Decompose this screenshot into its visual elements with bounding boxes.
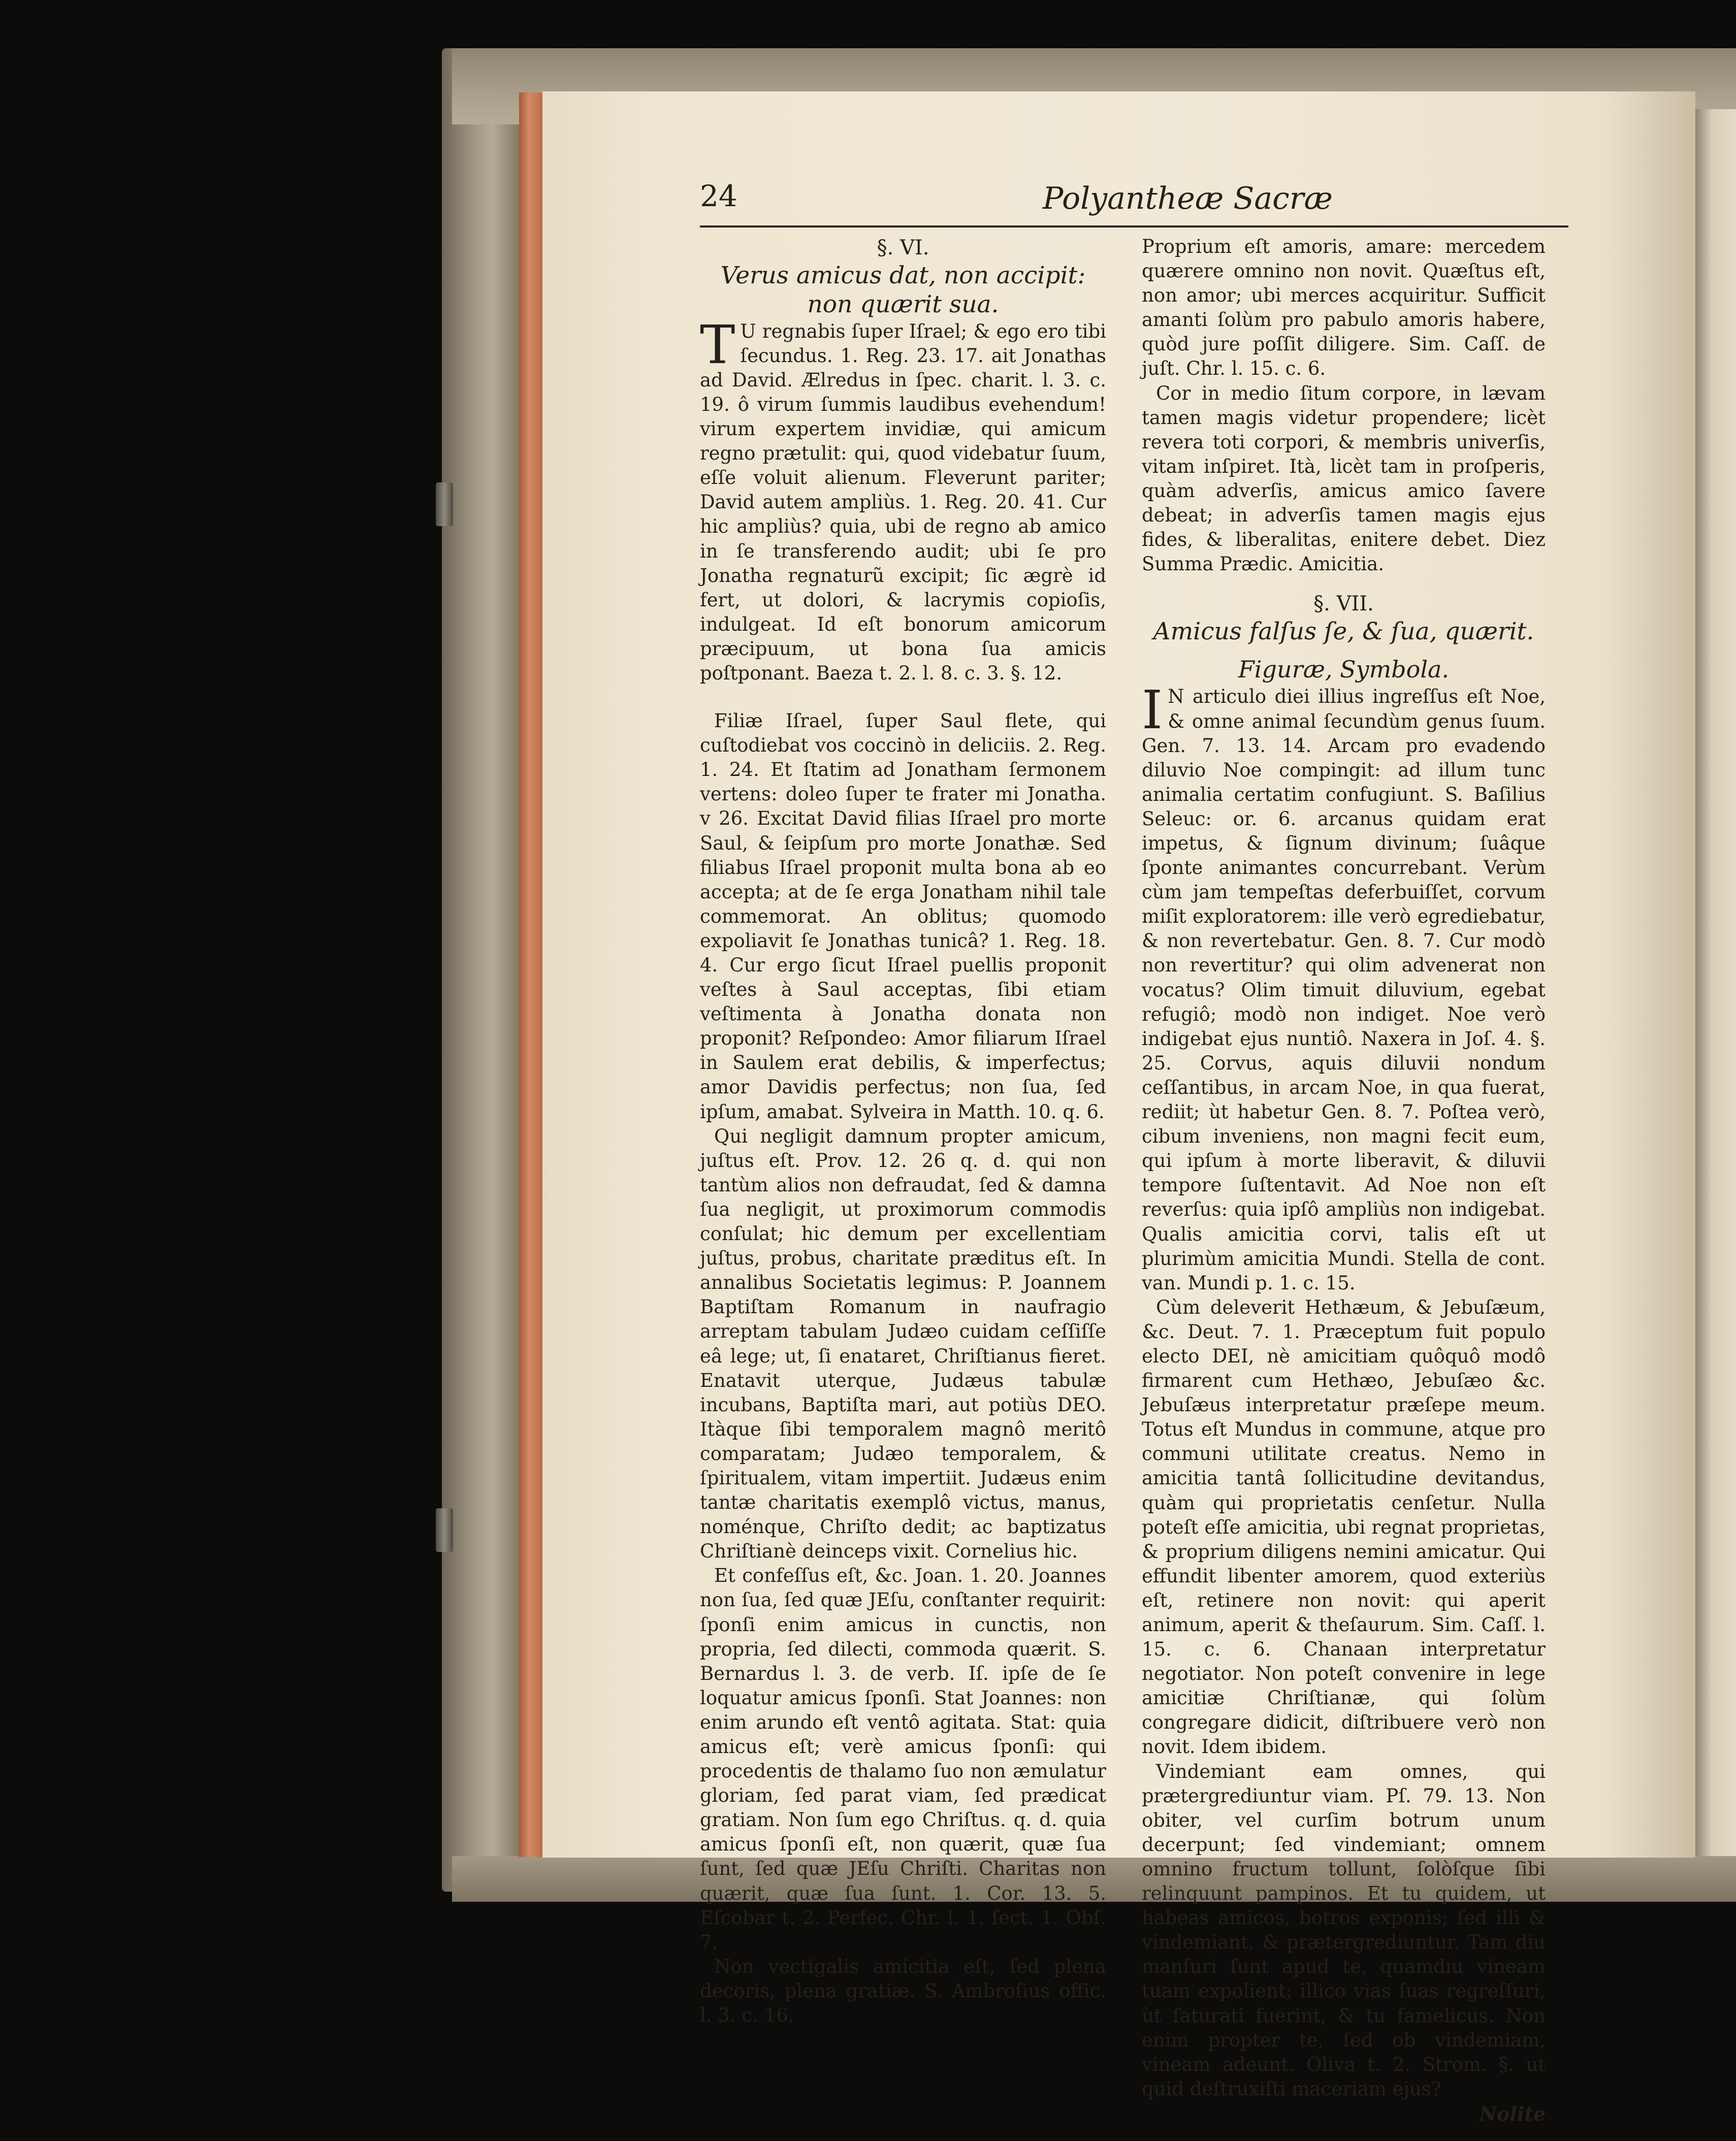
section-title: Amicus falſus ſe, & ſua, quærit.: [1153, 618, 1534, 646]
catchword: Nolite: [1479, 2102, 1546, 2125]
paragraph: Cùm deleverit Hethæum, & Jebuſæum, &c. Deut. 7. 1. Præceptum fuit populo electo DEI, nè amicitiam quôquô modô firmarent cum Hethæo, Jebuſæo &c. Jebuſæus interpretatur præſepe meum. Totus eſt Mundus in commune, atque pro communi utilitate creatus. Nemo in amicitia tantâ ſollicitudine devitandus, quàm qui proprietatis cenſetur. Nulla poteſt eſſe amicitia, ubi regnat proprietas, & proprium diligens nemini amicatur. Qui effundit libenter amorem, quod exteriùs eſt, retinere non novit: qui aperit animum, aperit & theſaurum. Sim. Caſſ. l. 15. c. 6. Chanaan interpretatur negotiator. Non poteſt convenire in lege amicitiæ Chriſtianæ, qui ſolùm congregare didicit, diſtribuere verò non novit. Idem ibidem.: [1142, 1296, 1546, 1758]
paragraph: T U regnabis ſuper Iſrael; & ego ero tibi ſecundus. 1. Reg. 23. 17. ait Jonathas ad David. Ælredus in ſpec. charit. l. 3. c. 19. ô virum ſummis laudibus evehendum! virum expertem invidiæ, qui amicum regno prætulit: qui, quod videbatur ſuum, eſſe voluit alienum. Fleverunt pariter; David autem ampliùs. 1. Reg. 20. 41. Cur hic ampliùs? quia, ubi de regno ab amico in ſe transferendo audit; ubi ſe pro Jonatha regnaturũ excipit; ſic ægrè id fert, ut dolori, & lacrymis copioſis, indulgeat. Id eſt bonorum amicorum præcipuum, ut bona ſua amicis poſtponant. Baeza t. 2. l. 8. c. 3. §. 12.: [700, 313, 1106, 684]
paragraph: I N articulo diei illius ingreſſus eſt Noe, & omne animal ſecundùm genus ſuum. Gen. 7. 13. 14. Arcam pro evadendo diluvio Noe compingit: ad illum tunc animalia certatim confugiunt. S. Baſilius Seleuc: or. 6. arcanus quidam erat impetus, & ſignum divinum; ſuâque ſponte animantes concurrebant. Verùm cùm jam tempeſtas deferbuiſſet, corvum miſit exploratorem: ille verò egrediebatur, & non revertebatur. Gen. 8. 7. Cur modò non revertitur? qui olim advenerat non vocatus? Olim timuit diluvium, egebat refugiô; modò non indiget. Noe verò indigebat ejus nuntiô. Naxera in Joſ. 4. §. 25. Corvus, aquis diluvii nondum ceſſantibus, in arcam Noe, in qua fuerat, rediit; ùt habetur Gen. 8. 7. Poſtea verò, cibum inveniens, non magni fecit eum, qui ipſum à morte liberavit, & diluvii tempore ſuſtentavit. Ad Noe non eſt reverſus: quia ipſô ampliùs non indigebat. Qualis amicitia corvi, talis eſt ut plurimùm amicitia Mundi. Stella de cont. van. Mundi p. 1. c. 15.: [1142, 679, 1546, 1294]
catchword-line: [1142, 2101, 1546, 2130]
clasp-icon: [436, 1508, 453, 1552]
paragraph: Qui negligit damnum propter amicum, juſtus eſt. Prov. 12. 26 q. d. qui non tantùm alios non defraudat, ſed & damna ſua negligit, ut proximorum commodis conſulat; hic demum per excellentiam juſtus, probus, charitate præditus eſt. In annalibus Societatis legimus: P. Joannem Baptiſtam Romanum in naufragio arreptam tabulam Judæo cuidam ceſſiſſe eâ lege; ut, ſi enataret, Chriſtianus fieret. Enatavit uterque, Judæus tabulæ incubans, Baptiſta mari, aut potiùs DEO. Itàque ſibi temporalem magnô meritô comparatam; Judæo temporalem, & ſpiritualem, vitam impertiit. Judæus enim tantæ charitatis exemplô victus, manus, noménque, Chriſto dedit; ac baptizatus Chriſtianè deinceps vixit. Cornelius hic.: [700, 1125, 1106, 1563]
drop-cap: T: [700, 313, 735, 376]
page-number: 24: [700, 179, 737, 213]
header-rule: [1507, 225, 1568, 228]
paragraph: Cor in medio ſitum corpore, in lævam tamen magis videtur propendere; licèt revera toti corpori, & membris univerſis, vitam inſpiret. Ità, licèt tam in proſperis, quàm adverſis, amicus amico ſavere debeat; in adverſis tamen magis ejus fides, & liberalitas, enitere debet. Diez Summa Prædic. Amicitia.: [1142, 382, 1546, 575]
left-column: [700, 235, 1106, 2028]
page-header: [700, 179, 1546, 228]
section-number: §. VI.: [877, 236, 929, 259]
running-title: Polyantheæ Sacræ: [1043, 181, 1333, 216]
section-subtitle: Figuræ, Symbola.: [1238, 655, 1450, 683]
paragraph: Filiæ Iſrael, ſuper Saul flete, qui cuſtodiebat vos coccinò in deliciis. 2. Reg. 1. 24. Et ſtatim ad Jonatham ſermonem vertens: doleo ſuper te frater mi Jonatha. v 26. Excitat David filias Iſrael pro morte Saul, & ſeipſum pro morte Jonathæ. Sed filiabus Iſrael proponit multa bona ab eo accepta; at de ſe erga Jonatham nihil tale commemorat. An oblitus; quomodo expoliavit ſe Jonathas tunicâ? 1. Reg. 18. 4. Cur ergo ſicut Iſrael puellis proponit veſtes à Saul acceptas, ſibi etiam veſtimenta à Jonatha donata non proponit? Reſpondeo: Amor filiarum Iſrael in Saulem erat debilis, & imperfectus; amor Davidis perfectus; non ſua, ſed ipſum, amabat. Sylveira in Matth. 10. q. 6.: [700, 710, 1106, 1123]
page-edge-red: [519, 92, 543, 1857]
section-title: Verus amicus dat, non accipit: non quærit sua.: [720, 262, 1086, 319]
drop-cap: I: [1142, 679, 1163, 741]
clasp-icon: [436, 482, 453, 526]
paragraph: Proprium eſt amoris, amare: mercedem quærere omnino non novit. Quæſtus eſt, non amor; ubi merces acquiritur. Sufficit amanti ſolùm pro pabulo amoris habere, quòd jure poſſit diligere. Sim. Caſſ. de juſt. Chr. l. 15. c. 6.: [1142, 236, 1546, 380]
right-column: [1142, 235, 1546, 2130]
book-page: [542, 91, 1695, 2125]
section-number: §. VII.: [1313, 592, 1374, 616]
facing-page-edge: [1695, 109, 1736, 1856]
paragraph: Non vectigalis amicitia eſt, ſed plena decoris, plena gratiæ. S. Ambroſius offic. l. 3. c. 16.: [700, 1955, 1106, 2027]
paragraph: Vindemiant eam omnes, qui prætergrediuntur viam. Pſ. 79. 13. Non obiter, vel curſim botrum unum decerpunt; ſed vindemiant; omnem omnino fructum tollunt, ſolòſque ſibi relinquunt pampinos. Et tu quidem, ut habeas amicos, botros exponis; ſed illi & vindemiant, & prætergrediuntur. Tam diu manſuri ſunt apud te, quamdiu vineam tuam expolient; illico vias ſuas regreſſuri, ùt ſaturati fuerint, & tu famelicus. Non enim propter te, ſed ob vindemiam, vineam adeunt. Oliva t. 2. Strom. §. ut quid deſtruxiſti maceriam ejus?: [1142, 1760, 1546, 2100]
paragraph: Et confeſſus eſt, &c. Joan. 1. 20. Joannes non ſua, ſed quæ JEſu, conſtanter requirit: ſponſi enim amicus in cunctis, non propria, ſed dilecti, commoda quærit. S. Bernardus l. 3. de verb. Iſ. ipſe de ſe loquatur amicus ſponſi. Stat Joannes: non enim arundo eſt ventô agitata. Stat: quia amicus eſt; verè amicus ſponſi: qui procedentis de thalamo ſuo non æmulatur gloriam, ſed parat viam, ſed prædicat gratiam. Non ſum ego Chriſtus. q. d. quia amicus ſponſi eſt, non quærit, quæ ſua ſunt, ſed quæ JEſu Chriſti. Charitas non quærit, quæ ſua ſunt. 1. Cor. 13. 5. Eſcobar t. 2. Perfec. Chr. l. 1. ſect. 1. Obſ. 7.: [700, 1565, 1106, 1953]
